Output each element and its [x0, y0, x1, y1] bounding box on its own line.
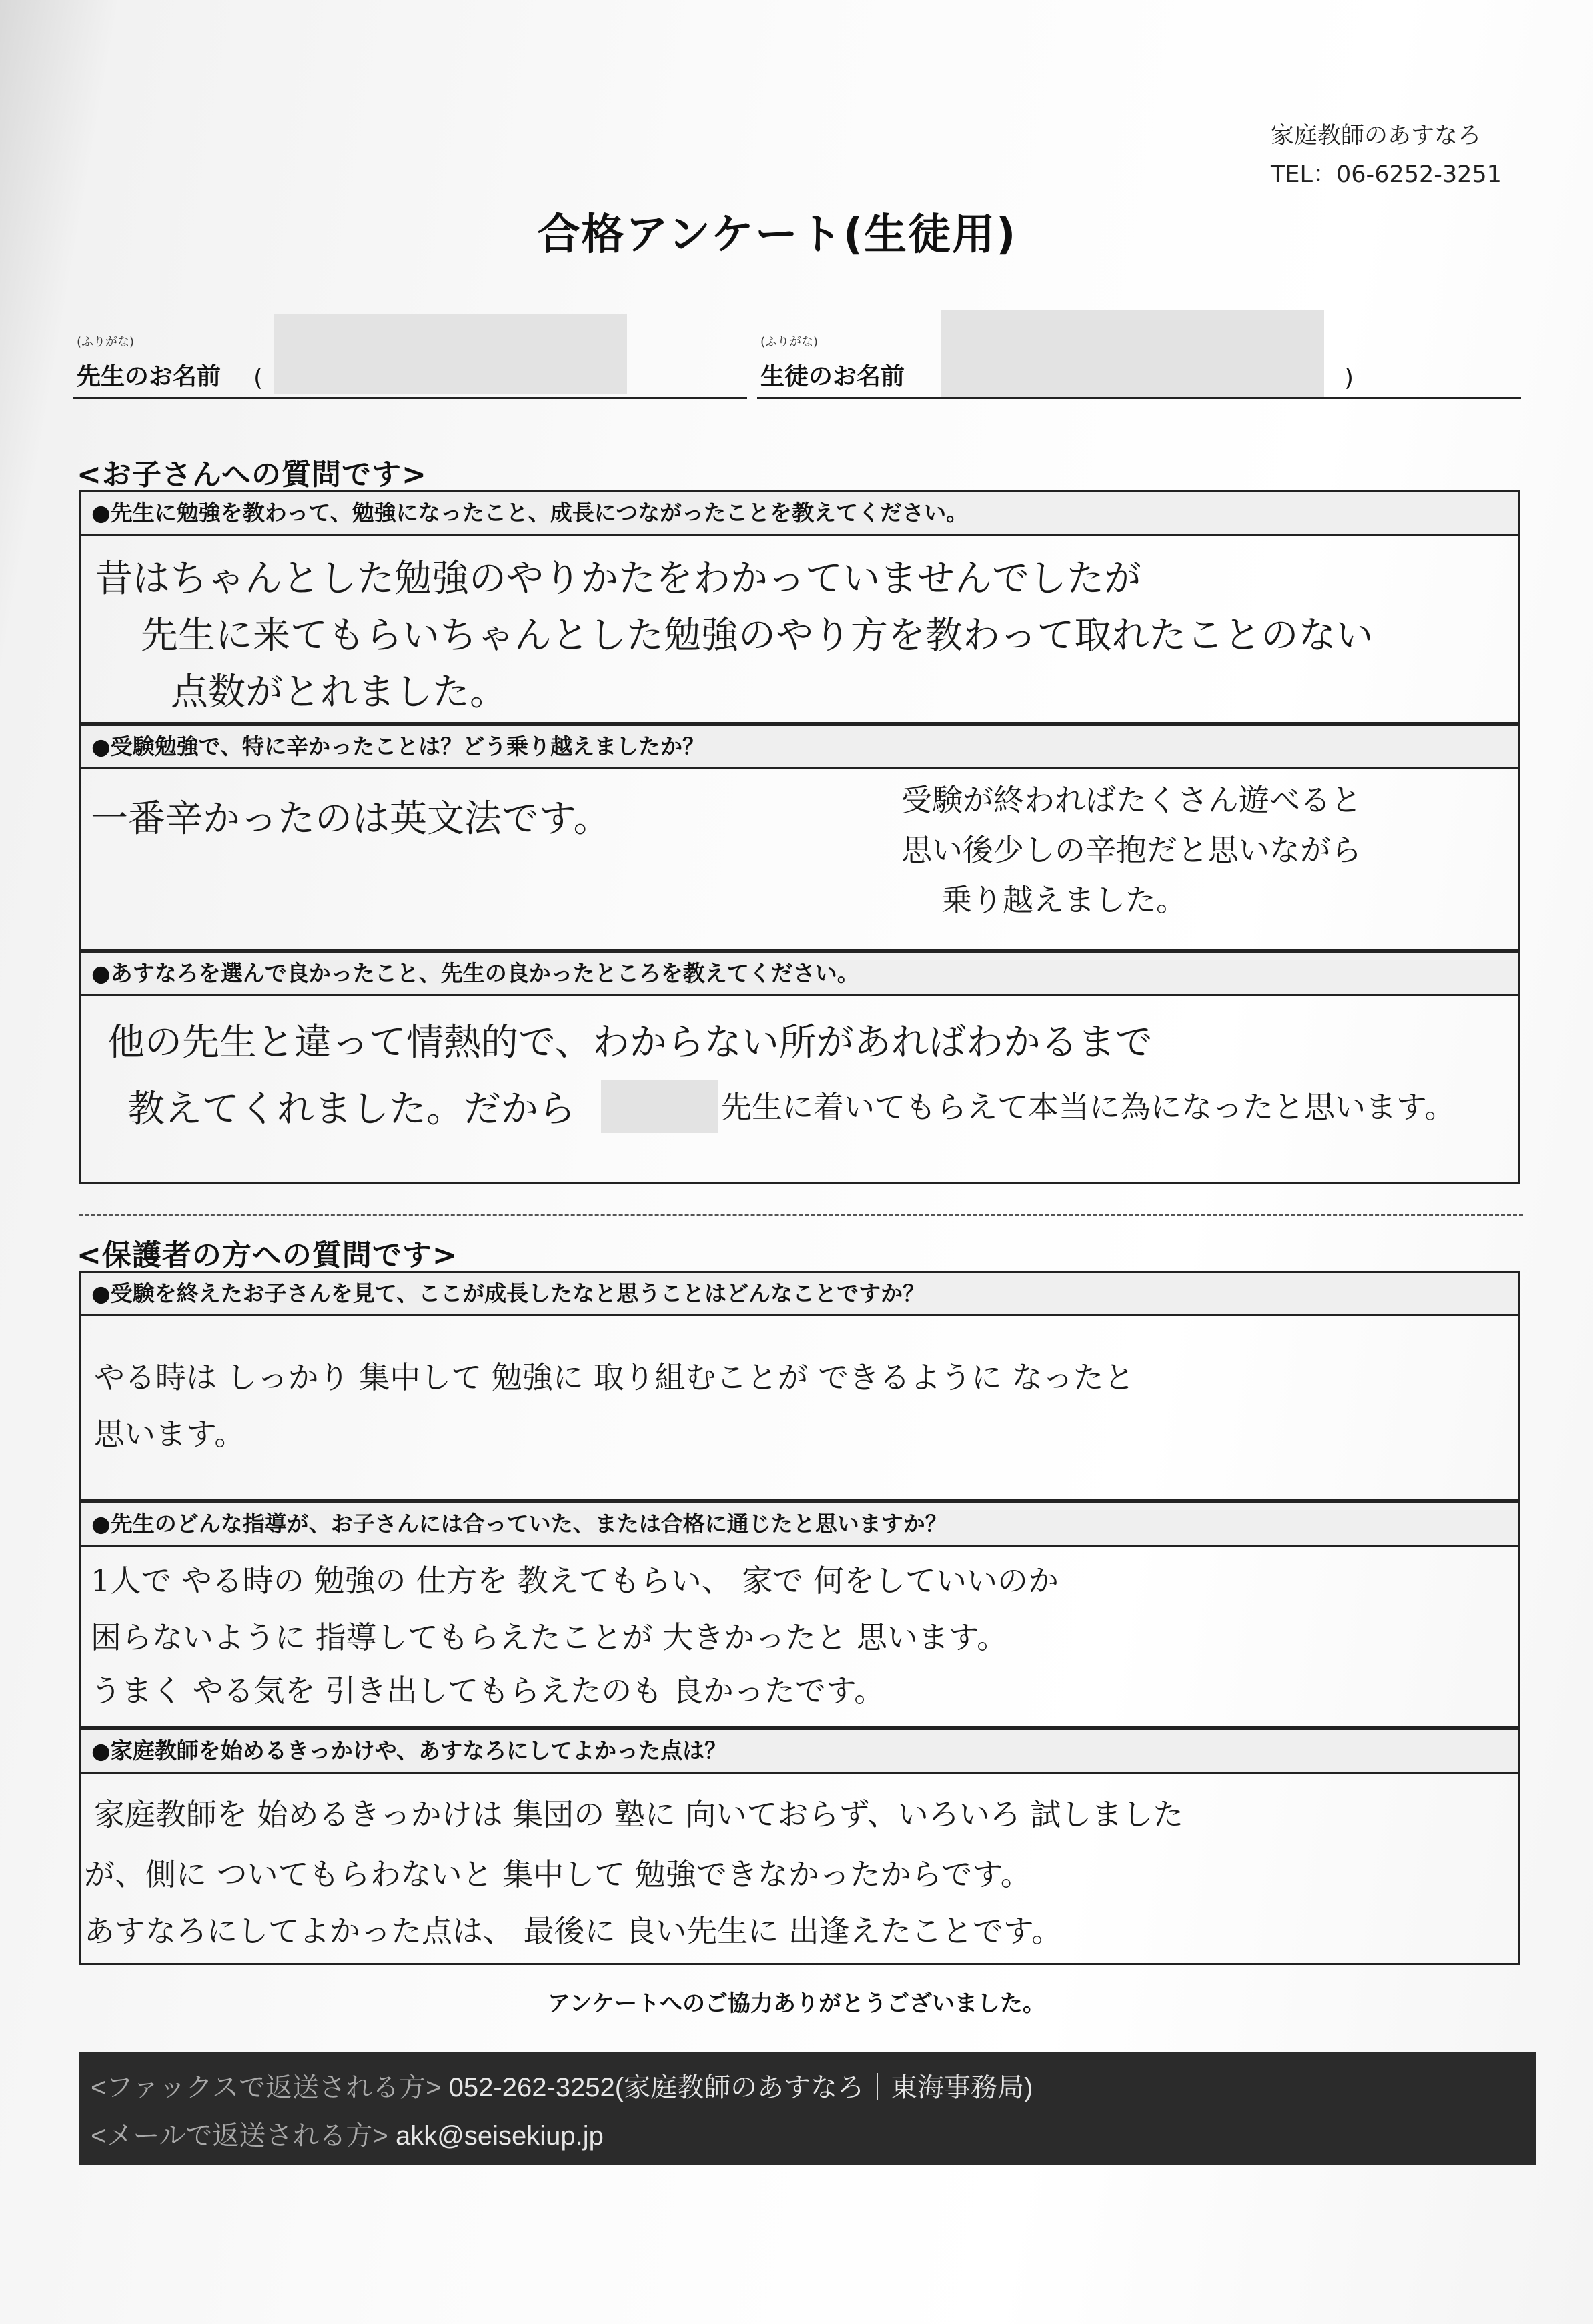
- answer-line: 受験が終わればたくさん遊べると: [901, 782, 1362, 818]
- answer-line: 思い後少しの辛抱だと思いながら: [901, 832, 1362, 868]
- question-text: ●受験を終えたお子さんを見て、ここが成長したなと思うことはどんなことですか？: [81, 1273, 1518, 1316]
- student-name-field: [757, 327, 1521, 399]
- mail-label: <メールで返送される方>: [91, 2121, 388, 2151]
- paren-open: (: [253, 364, 263, 392]
- thanks-message: アンケートへのご協力ありがとうございました。: [548, 1990, 1045, 2017]
- fax-contact: [91, 2064, 1536, 2112]
- page-title: 合格アンケート(生徒用): [537, 210, 1017, 260]
- question-text: ●先生に勉強を教わって、勉強になったこと、成長につながったことを教えてください。: [81, 492, 1518, 536]
- answer-line: 1人で やる時の 勉強の 仕方を 教えてもらい、 家で 何をしていいのか: [91, 1563, 1059, 1599]
- answer-line: 先生に来てもらいちゃんとした勉強のやり方を教わって取れたことのない: [141, 614, 1374, 657]
- answer-line: 困らないように 指導してもらえたことが 大きかったと 思います。: [91, 1619, 1008, 1655]
- company-tel: TEL：06-6252-3251: [1271, 161, 1502, 188]
- teacher-name-field: [73, 327, 747, 399]
- contact-bar: [79, 2052, 1536, 2165]
- teacher-name-label: 先生のお名前: [77, 363, 221, 390]
- question-box: [79, 951, 1520, 1184]
- mail-address[interactable]: akk@seisekiup.jp: [396, 2121, 604, 2151]
- answer-line: やる時は しっかり 集中して 勉強に 取り組むことが できるように なったと: [94, 1359, 1135, 1395]
- answer-line: 一番辛かったのは英文法です。: [91, 797, 611, 841]
- answer-line: 思います。: [94, 1416, 245, 1452]
- company-info: [1271, 117, 1502, 194]
- student-name-label: 生徒のお名前: [760, 363, 905, 390]
- question-text: ●家庭教師を始めるきっかけや、あすなろにしてよかった点は？: [81, 1730, 1518, 1774]
- student-section-heading: <お子さんへの質問です>: [77, 458, 427, 492]
- redacted-teacher-name: [601, 1080, 718, 1133]
- fax-label: <ファックスで返送される方>: [91, 2073, 442, 2102]
- company-name: 家庭教師のあすなろ: [1271, 123, 1482, 149]
- question-text: ●受験勉強で、特に辛かったことは？どう乗り越えましたか？: [81, 726, 1518, 769]
- question-text: ●あすなろを選んで良かったこと、先生の良かったところを教えてください。: [81, 953, 1518, 996]
- question-box: [79, 1501, 1520, 1728]
- parent-section-heading: <保護者の方への質問です>: [77, 1238, 458, 1272]
- answer-line: 教えてくれました。だから: [127, 1088, 576, 1131]
- section-divider: [79, 1214, 1523, 1216]
- answer-line: 点数がとれました。: [171, 671, 507, 714]
- answer-line: 先生に着いてもらえて本当に為になったと思います。: [721, 1089, 1456, 1125]
- question-box: [79, 724, 1520, 951]
- answer-line: うまく やる気を 引き出してもらえたのも 良かったです。: [91, 1673, 885, 1709]
- furigana-label: (ふりがな): [760, 335, 819, 349]
- question-text: ●先生のどんな指導が、お子さんには合っていた、または合格に通じたと思いますか？: [81, 1503, 1518, 1547]
- paren-close: ): [1344, 364, 1354, 392]
- answer-line: 家庭教師を 始めるきっかけは 集団の 塾に 向いておらず、いろいろ 試しました: [94, 1796, 1184, 1832]
- question-box: [79, 490, 1520, 724]
- answer-line: 昔はちゃんとした勉強のやりかたをわかっていませんでしたが: [95, 557, 1141, 601]
- answer-line: 他の先生と違って情熱的で、わからない所があればわかるまで: [107, 1021, 1153, 1064]
- question-box: [79, 1728, 1520, 1965]
- answer-line: が、側に ついてもらわないと 集中して 勉強できなかったからです。: [84, 1856, 1031, 1892]
- question-box: [79, 1271, 1520, 1501]
- answer-line: 乗り越えました。: [941, 882, 1187, 918]
- mail-contact: [91, 2112, 1536, 2160]
- fax-number: 052-262-3252(家庭教師のあすなろ｜東海事務局): [448, 2073, 1033, 2102]
- answer-line: あすなろにしてよかった点は、 最後に 良い先生に 出逢えたことです。: [84, 1913, 1063, 1949]
- redacted-teacher-name: [274, 314, 627, 394]
- furigana-label: (ふりがな): [77, 335, 135, 349]
- redacted-student-name: [941, 310, 1324, 397]
